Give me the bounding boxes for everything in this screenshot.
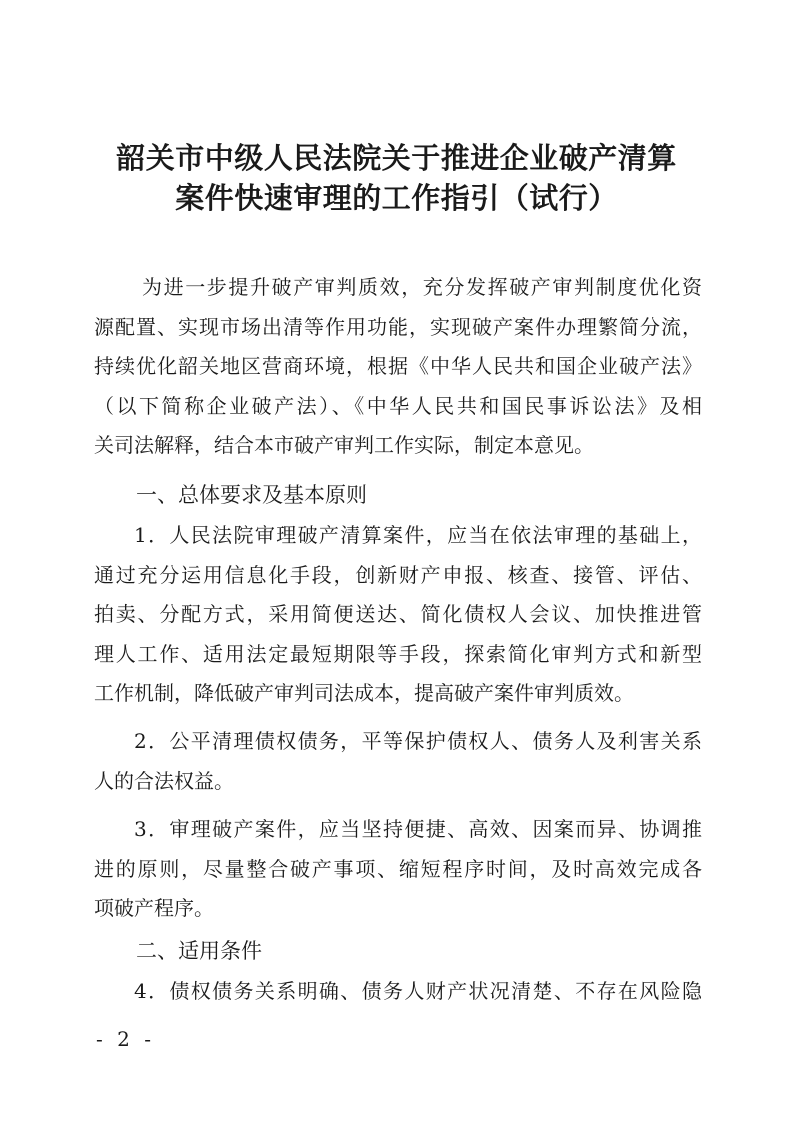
section-heading-general: 一、总体要求及基本原则 xyxy=(136,483,367,507)
item-2-paragraph xyxy=(94,722,702,801)
paragraph-line: 3．审理破产案件，应当坚持便捷、高效、因案而异、协调推 xyxy=(134,817,702,841)
paragraph-line: 1．人民法院审理破产清算案件，应当在依法审理的基础上， xyxy=(134,523,702,547)
paragraph-line: 理人工作、适用法定最短期限等手段，探索简化审判方式和新型 xyxy=(94,641,702,666)
paragraph-line: 项破产程序。 xyxy=(94,896,214,920)
item-1-paragraph xyxy=(94,516,702,714)
paragraph-line: 工作机制，降低破产审判司法成本，提高破产案件审判质效。 xyxy=(94,681,634,705)
paragraph-line: 通过充分运用信息化手段，创新财产申报、核查、接管、评估、 xyxy=(94,562,702,587)
paragraph-line: 持续优化韶关地区营商环境，根据《中华人民共和国企业破产法》 xyxy=(94,354,702,378)
paragraph-line: 拍卖、分配方式，采用简便送达、简化债权人会议、加快推进管 xyxy=(94,602,702,626)
title-line-2: 案件快速审理的工作指引（试行） xyxy=(175,181,618,215)
title-line-1: 韶关市中级人民法院关于推进企业破产清算 xyxy=(116,141,677,175)
paragraph-line: 4．债权债务关系明确、债务人财产状况清楚、不存在风险隐 xyxy=(134,979,702,1003)
paragraph-line: 进的原则，尽量整合破产事项、缩短程序时间，及时高效完成各 xyxy=(94,856,702,881)
intro-paragraph xyxy=(94,268,702,466)
paragraph-line: 为进一步提升破产审判质效，充分发挥破产审判制度优化资 xyxy=(142,275,702,299)
paragraph-line: 2．公平清理债权债务，平等保护债权人、债务人及利害关系 xyxy=(134,729,702,753)
paragraph-line: 源配置、实现市场出清等作用功能，实现破产案件办理繁简分流， xyxy=(94,314,702,339)
paragraph-line: 关司法解释，结合本市破产审判工作实际，制定本意见。 xyxy=(94,433,594,457)
paragraph-line: （以下简称企业破产法）、《中华人民共和国民事诉讼法》及相 xyxy=(94,393,702,418)
item-4-paragraph xyxy=(94,972,702,1012)
paragraph-line: 人的合法权益。 xyxy=(94,768,234,793)
page-number: - 2 - xyxy=(96,1027,155,1051)
item-3-paragraph xyxy=(94,810,702,929)
section-heading-conditions: 二、适用条件 xyxy=(136,939,262,963)
